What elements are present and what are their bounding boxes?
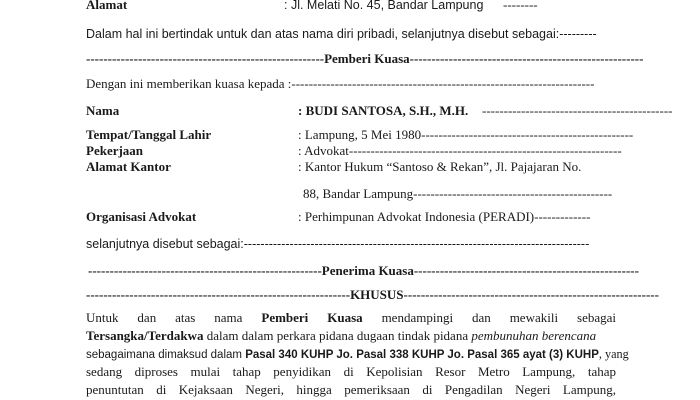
nama-dashes: --------------------------------------------	[482, 103, 673, 118]
organisasi-value: : Perhimpunan Advokat Indonesia (PERADI)-------------	[298, 209, 591, 224]
alamat-kantor-label: Alamat Kantor	[86, 159, 171, 174]
grant-text: Dengan ini memberikan kuasa kepada :----------------------------------------------------------------------	[86, 76, 595, 91]
body-paragraph	[86, 309, 629, 399]
selanjutnya-text: selanjutnya disebut sebagai:-----------------------------------------------------------------------------------	[86, 237, 590, 251]
body-line-1: Untuk dan atas nama Pemberi Kuasa mendampingi dan mewakili sebagai	[86, 310, 616, 325]
penerima-kuasa-heading: ------------------------------------------------------Penerima Kuasa----------------------------------------------------	[88, 263, 639, 278]
intro-text: Dalam hal ini bertindak untuk dan atas nama diri pribadi, selanjutnya disebut sebagai:---------	[86, 27, 597, 41]
pekerjaan-value: : Advokat---------------------------------------------------------------	[298, 143, 622, 158]
body-line-5: penuntutan di Kejaksaan Negeri, hingga pemeriksaan di Pengadilan Negeri Lampung,	[86, 382, 616, 397]
pemberi-kuasa-heading: -------------------------------------------------------Pemberi Kuasa------------------------------------------------------	[86, 51, 644, 66]
ttl-value: : Lampung, 5 Mei 1980-------------------------------------------------	[298, 127, 634, 142]
khusus-heading: -------------------------------------------------------------KHUSUS-----------------------------------------------------------	[86, 287, 659, 302]
nama-label: Nama	[86, 103, 120, 118]
alamat-dashes: --------	[503, 0, 538, 12]
alamat-label: Alamat	[86, 0, 128, 12]
alamat-kantor-value-2: 88, Bandar Lampung----------------------------------------------	[303, 186, 613, 201]
alamat-kantor-value: : Kantor Hukum “Santoso & Rekan”, Jl. Pajajaran No.	[298, 159, 582, 174]
body-line-3: sebagaimana dimaksud dalam Pasal 340 KUHP Jo. Pasal 338 KUHP Jo. Pasal 365 ayat (3) KUHP, yang	[86, 347, 629, 361]
nama-value: : BUDI SANTOSA, S.H., M.H.	[298, 103, 469, 118]
alamat-value: : Jl. Melati No. 45, Bandar Lampung	[284, 0, 484, 12]
pekerjaan-label: Pekerjaan	[86, 143, 144, 158]
body-line-2: Tersangka/Terdakwa dalam dalam perkara pidana dugaan tindak pidana pembunuhan berencana	[86, 328, 597, 343]
organisasi-label: Organisasi Advokat	[86, 209, 197, 224]
body-line-4: sedang diproses mulai tahap penyidikan di Kepolisian Resor Metro Lampung, tahap	[86, 364, 616, 379]
ttl-label: Tempat/Tanggal Lahir	[86, 127, 212, 142]
